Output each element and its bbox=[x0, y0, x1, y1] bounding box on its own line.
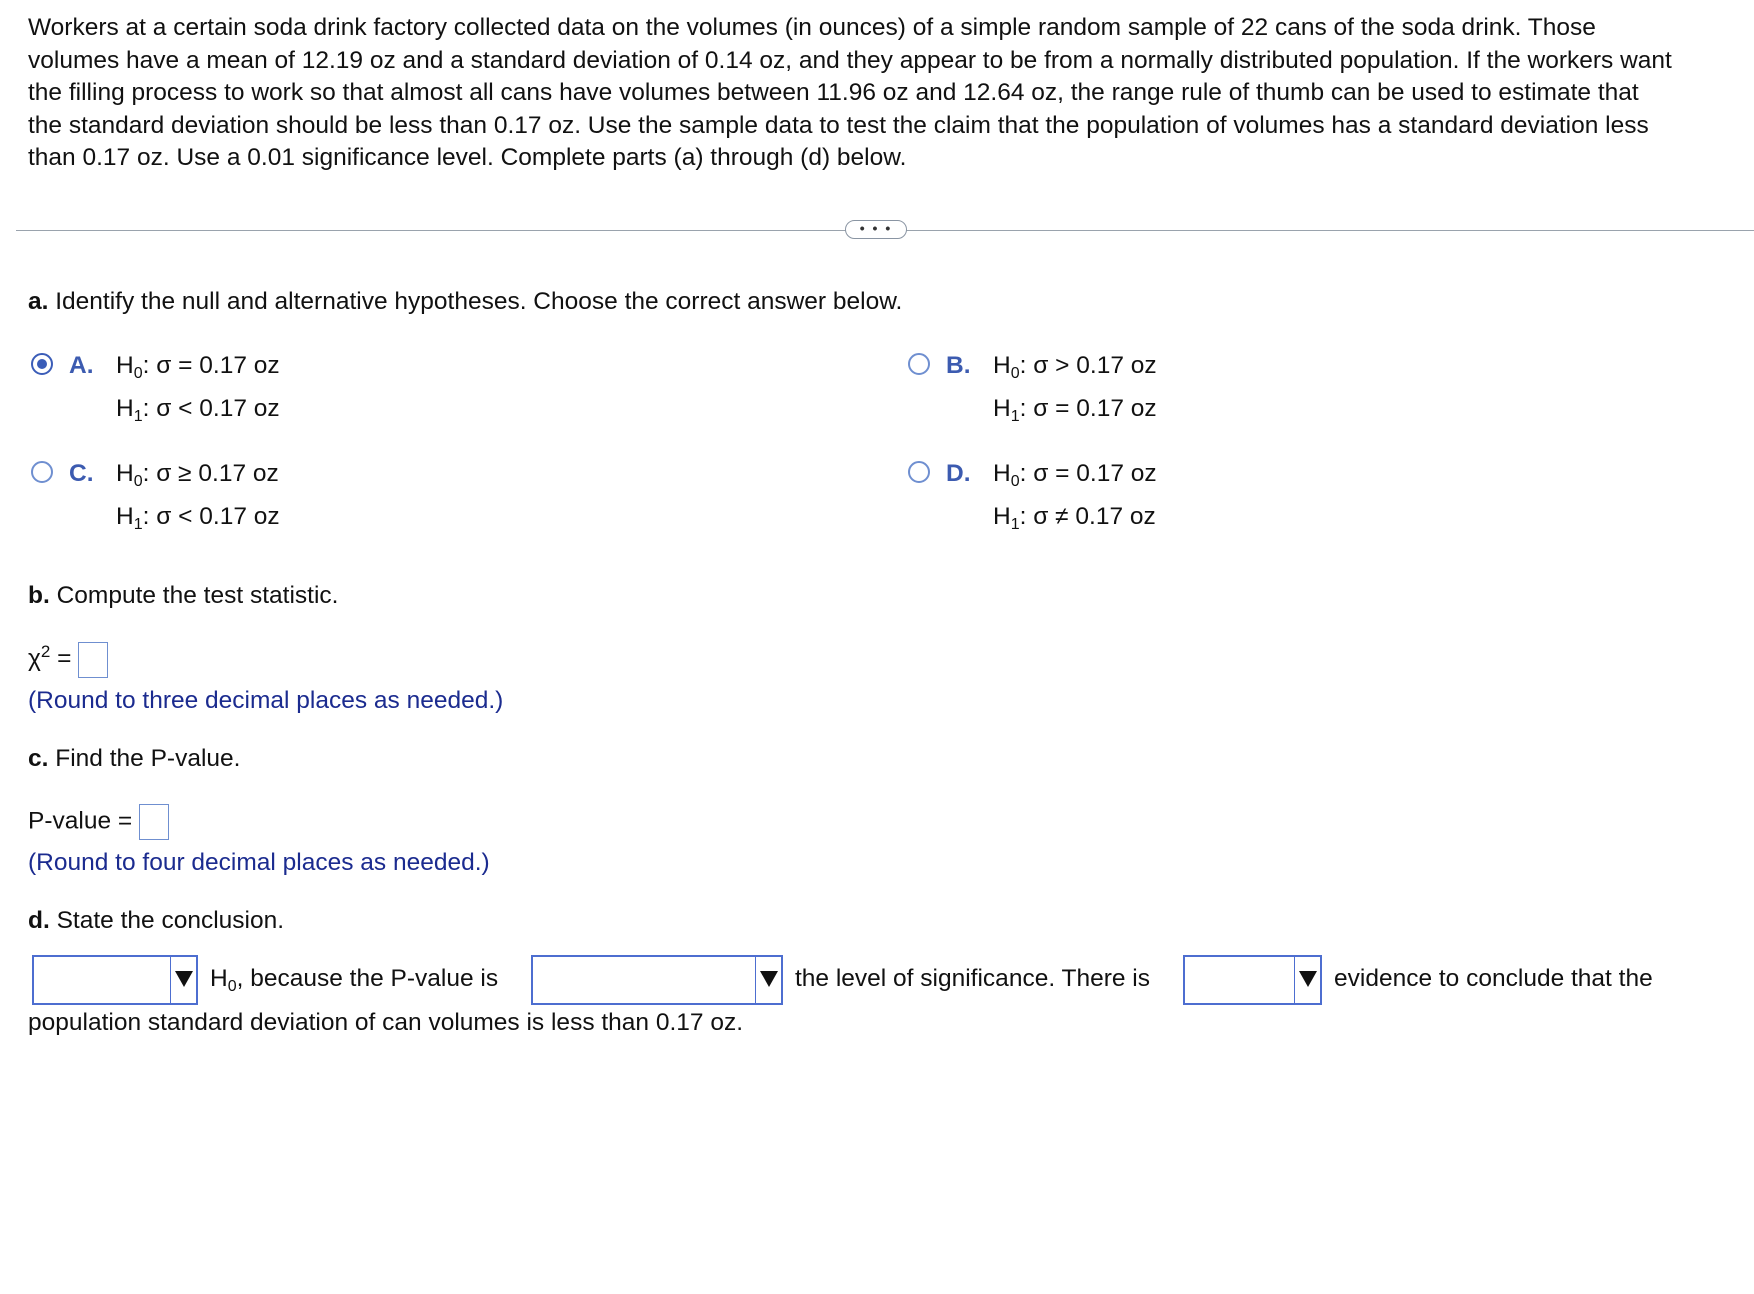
conclusion-text-2: the level of significance. There is bbox=[795, 965, 1150, 992]
option-b-h1: $H_1$: σ = 0.17 oz bbox=[993, 395, 1157, 425]
stem-line: the filling process to work so that almost all cans have volumes between 11.96 oz and 12.64 oz, the range rule of thumb can be used to estimate that bbox=[28, 79, 1639, 106]
stem-line: the standard deviation should be less than 0.17 oz. Use the sample data to test the claim that the population of volumes has a standard deviation less bbox=[28, 111, 1649, 139]
part-b-prompt bbox=[28, 582, 338, 610]
part-c-hint: (Round to four decimal places as needed.) bbox=[28, 849, 490, 876]
option-b-radio[interactable] bbox=[908, 353, 930, 375]
part-d-label: d. bbox=[28, 907, 50, 934]
pvalue-label: P-value = bbox=[28, 807, 133, 835]
part-a-text: Identify the null and alternative hypotheses. Choose the correct answer below. bbox=[55, 288, 903, 315]
stem-line: volumes have a mean of 12.19 oz and a standard deviation of 0.14 oz, and they appear to be from a normally distributed population. If the workers want bbox=[28, 46, 1672, 74]
part-d-text: State the conclusion. bbox=[56, 907, 285, 934]
part-d-prompt bbox=[28, 907, 284, 935]
evidence-dropdown[interactable] bbox=[1183, 955, 1322, 1005]
stem-line: than 0.17 oz. Use a 0.01 significance level. Complete parts (a) through (d) below. bbox=[28, 144, 907, 171]
part-a-label: a. bbox=[28, 288, 49, 315]
chi-square-input[interactable] bbox=[78, 642, 108, 678]
option-a[interactable] bbox=[31, 345, 431, 435]
part-b-hint: (Round to three decimal places as needed.) bbox=[28, 687, 504, 714]
option-a-letter: A. bbox=[69, 352, 94, 379]
conclusion-text-1: $H_0$, because the P-value is bbox=[210, 965, 499, 995]
option-d-h0: $H_0$: σ = 0.17 oz bbox=[993, 460, 1157, 490]
option-c-letter: C. bbox=[69, 460, 94, 487]
option-d-letter: D. bbox=[946, 460, 971, 487]
chevron-down-icon[interactable] bbox=[755, 957, 781, 1003]
option-b[interactable] bbox=[908, 345, 1308, 435]
option-a-h1: $H_1$: σ < 0.17 oz bbox=[116, 395, 280, 425]
part-b-text: Compute the test statistic. bbox=[56, 582, 339, 609]
option-b-h0: $H_0$: σ > 0.17 oz bbox=[993, 352, 1157, 382]
option-c[interactable] bbox=[31, 453, 431, 543]
pvalue-comparison-dropdown[interactable] bbox=[531, 955, 783, 1005]
option-c-h1: $H_1$: σ < 0.17 oz bbox=[116, 503, 280, 533]
chi-square-row bbox=[28, 642, 108, 678]
pvalue-row bbox=[28, 804, 169, 840]
conclusion-text-3: evidence to conclude that the bbox=[1334, 965, 1653, 992]
expand-more-button[interactable]: • • • bbox=[845, 220, 907, 239]
part-c-text: Find the P-value. bbox=[55, 745, 241, 772]
conclusion-text-4: population standard deviation of can volumes is less than 0.17 oz. bbox=[28, 1009, 744, 1036]
part-c-prompt bbox=[28, 745, 240, 773]
option-b-letter: B. bbox=[946, 352, 971, 379]
option-d-radio[interactable] bbox=[908, 461, 930, 483]
option-c-h0: $H_0$: σ ≥ 0.17 oz bbox=[116, 460, 279, 490]
chi-square-label: $\chi^2$ = bbox=[28, 642, 72, 673]
option-d-h1: $H_1$: σ ≠ 0.17 oz bbox=[993, 503, 1156, 533]
chevron-down-icon[interactable] bbox=[170, 957, 196, 1003]
stem-line: Workers at a certain soda drink factory collected data on the volumes (in ounces) of a simple random sample of 22 cans of the soda drink. Those bbox=[28, 14, 1596, 41]
option-c-radio[interactable] bbox=[31, 461, 53, 483]
option-a-radio[interactable] bbox=[31, 353, 53, 375]
pvalue-input[interactable] bbox=[139, 804, 169, 840]
part-b-label: b. bbox=[28, 582, 50, 609]
chevron-down-icon[interactable] bbox=[1294, 957, 1320, 1003]
question-stem bbox=[28, 12, 1748, 175]
part-a-prompt bbox=[28, 288, 902, 316]
option-a-h0: $H_0$: σ = 0.17 oz bbox=[116, 352, 280, 382]
reject-decision-dropdown[interactable] bbox=[32, 955, 198, 1005]
part-c-label: c. bbox=[28, 745, 49, 772]
option-d[interactable] bbox=[908, 453, 1308, 543]
